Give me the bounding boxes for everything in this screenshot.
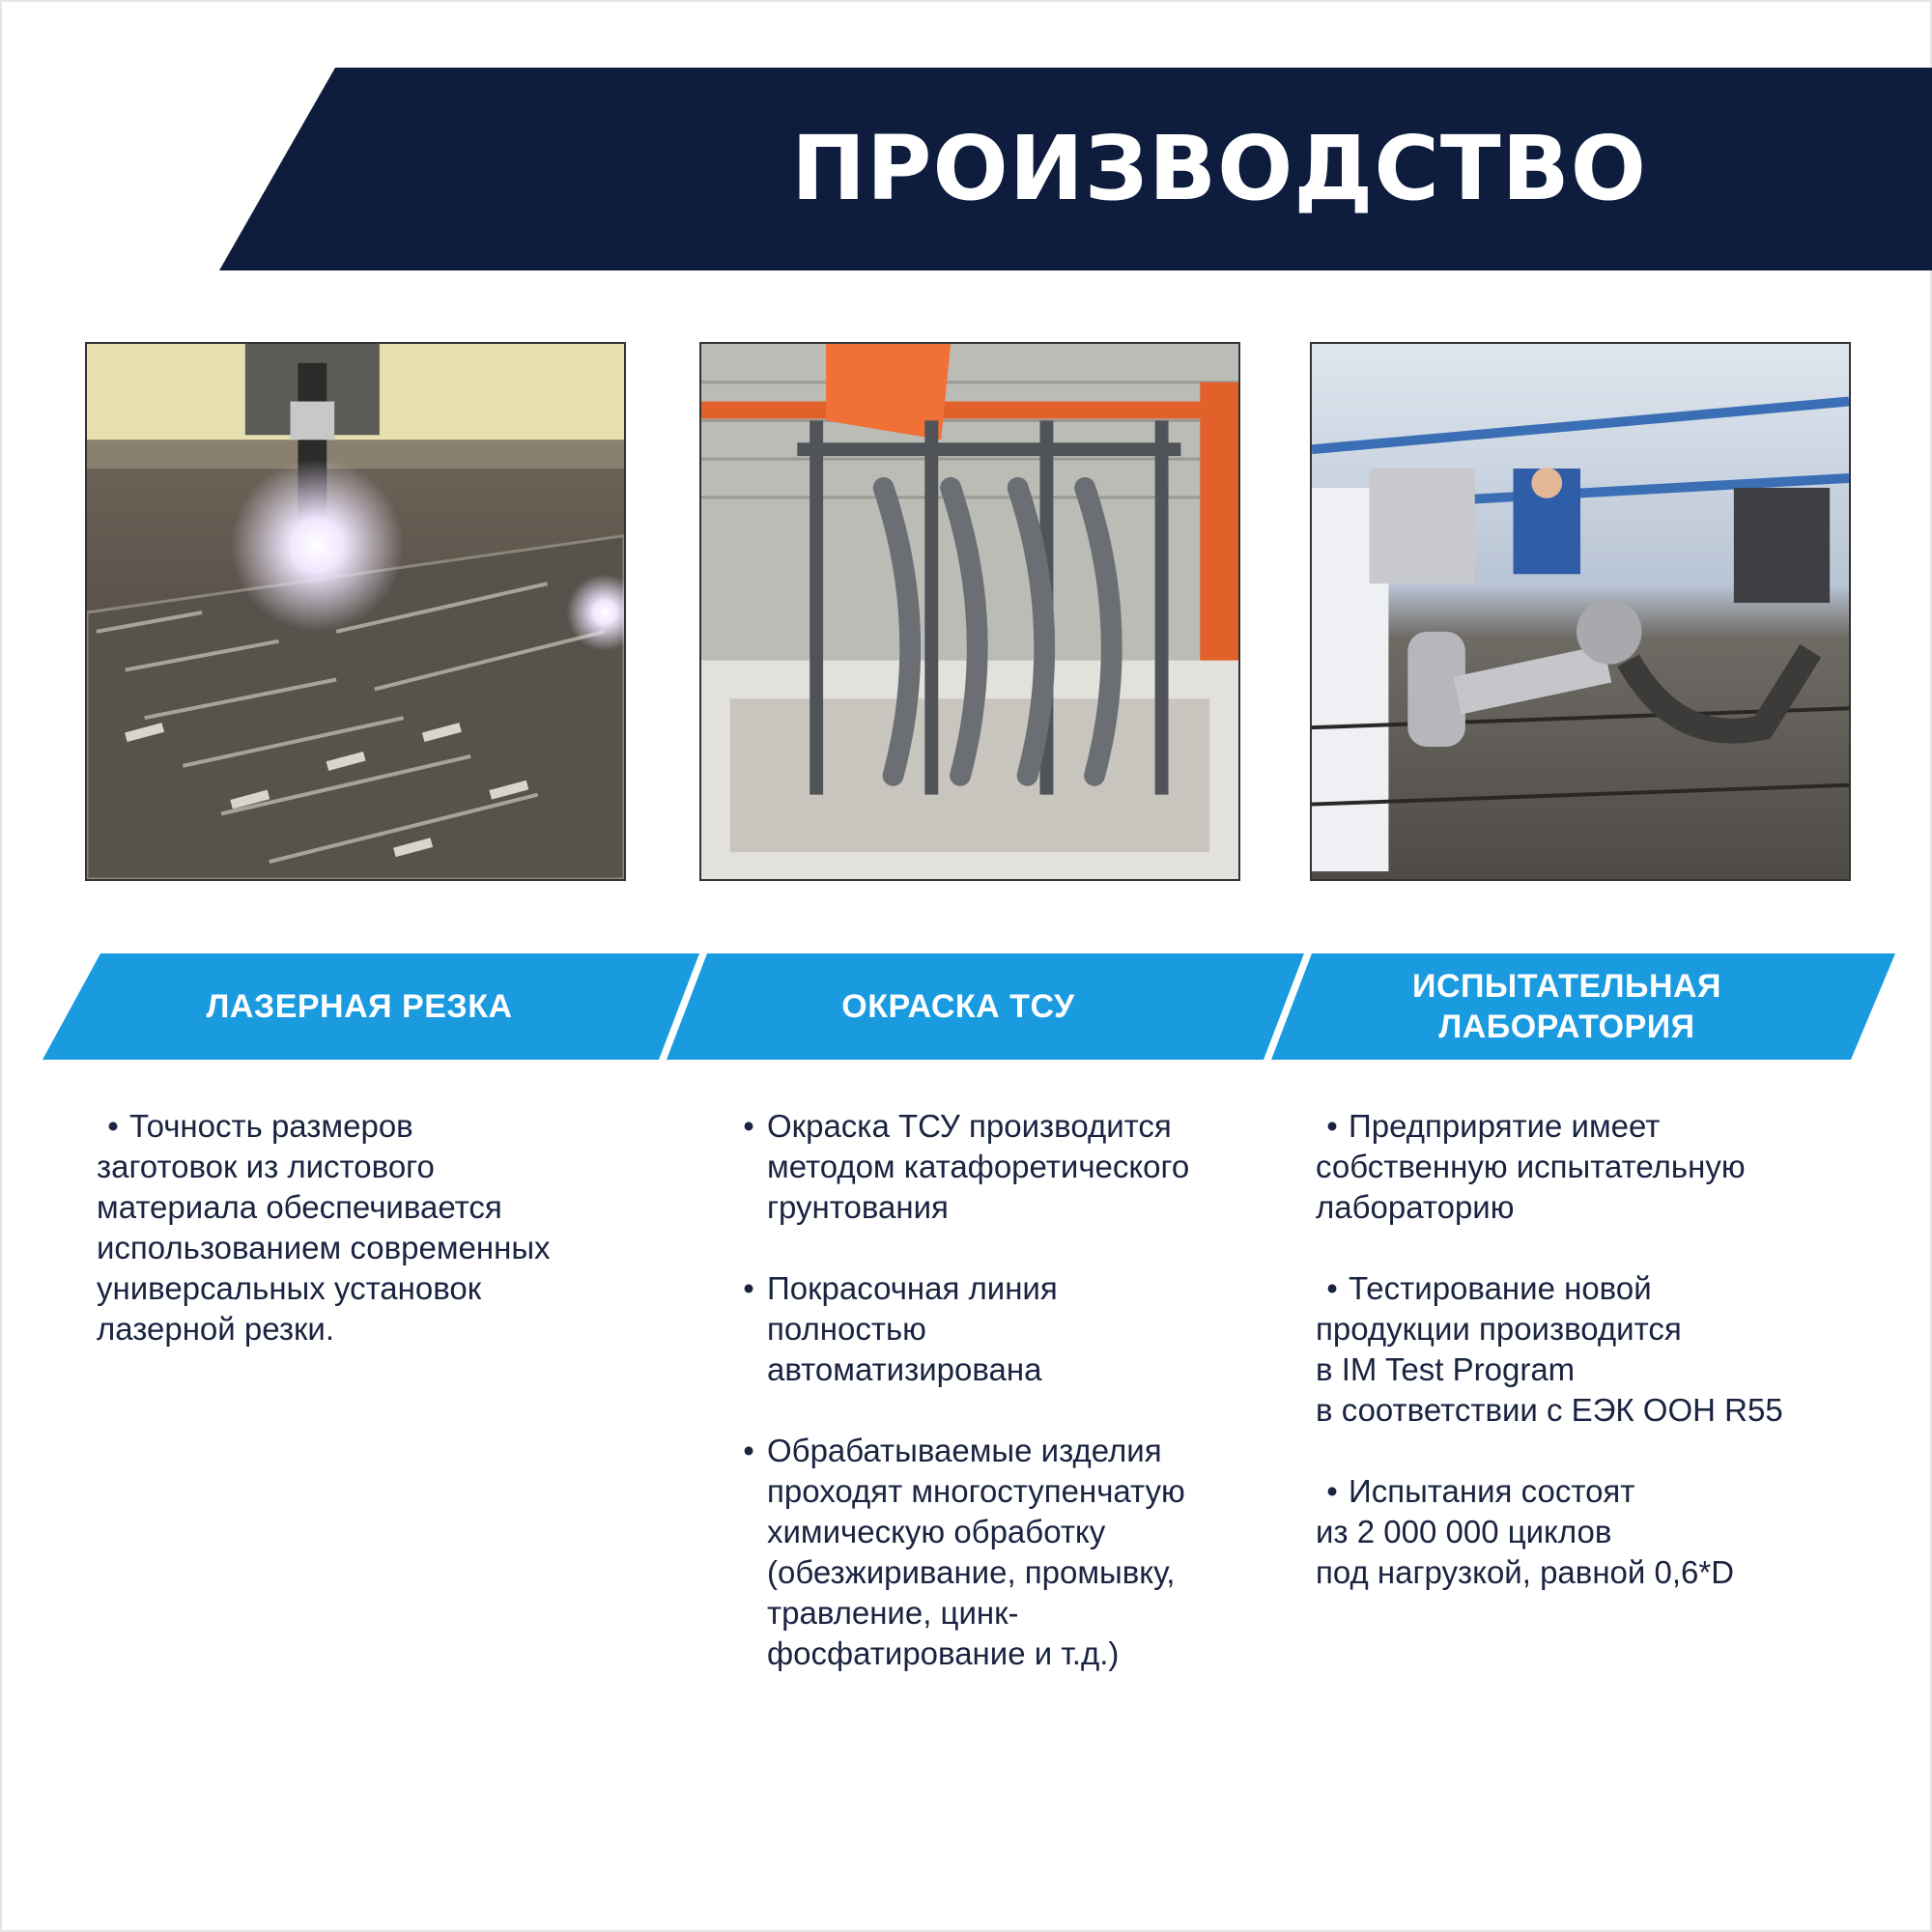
paragraph-line bbox=[97, 1106, 638, 1147]
section-label-test-lab bbox=[1277, 953, 1857, 1060]
paragraph-line: лазерной резки. bbox=[97, 1311, 335, 1347]
section-label-painting bbox=[668, 953, 1248, 1060]
paragraph-line: автоматизирована bbox=[767, 1351, 1042, 1387]
section-label-line: ЛАЗЕРНАЯ РЕЗКА bbox=[206, 988, 513, 1025]
bullet-paragraph bbox=[730, 1106, 1271, 1228]
bullet-icon: • bbox=[1326, 1473, 1338, 1509]
bullet-icon: • bbox=[743, 1270, 754, 1306]
paragraph-line-text: Предприрятие имеет bbox=[1349, 1108, 1661, 1144]
paragraph-line-text: Испытания состоят bbox=[1349, 1473, 1635, 1509]
paragraph-line: травление, цинк- bbox=[767, 1595, 1019, 1631]
paragraph-line: собственную испытательную bbox=[1316, 1149, 1746, 1184]
painting-line-photo bbox=[699, 342, 1240, 881]
bullet-icon: • bbox=[743, 1108, 754, 1144]
paragraph-line: химическую обработку bbox=[767, 1514, 1106, 1549]
bullet-paragraph bbox=[1316, 1106, 1895, 1228]
laser-cutting-text bbox=[97, 1106, 638, 1390]
section-label-line: ЛАБОРАТОРИЯ bbox=[1438, 1009, 1695, 1045]
bullet-paragraph bbox=[1316, 1268, 1895, 1431]
bullet-paragraph bbox=[97, 1106, 638, 1350]
page-title: ПРОИЗВОДСТВО bbox=[791, 117, 1647, 220]
paragraph-line: продукции производится bbox=[1316, 1311, 1682, 1347]
paragraph-line-text: Точность размеров bbox=[129, 1108, 413, 1144]
paragraph-line: методом катафоретического bbox=[767, 1149, 1190, 1184]
section-label-line: ОКРАСКА ТСУ bbox=[841, 988, 1075, 1025]
paragraph-line bbox=[1316, 1268, 1895, 1309]
paragraph-line: заготовок из листового bbox=[97, 1149, 435, 1184]
laser-cutting-photo bbox=[85, 342, 626, 881]
paragraph-line: Покрасочная линия bbox=[767, 1270, 1058, 1306]
paragraph-line: (обезжиривание, промывку, bbox=[767, 1554, 1176, 1590]
paragraph-line: использованием современных bbox=[97, 1230, 551, 1265]
paragraph-line: под нагрузкой, равной 0,6*D bbox=[1316, 1554, 1735, 1590]
bullet-paragraph bbox=[1316, 1471, 1895, 1593]
paragraph-line: в соответствии с ЕЭК ООН R55 bbox=[1316, 1392, 1783, 1428]
bullet-paragraph bbox=[730, 1268, 1271, 1390]
test-lab-photo bbox=[1310, 342, 1851, 881]
paragraph-line: Обрабатываемые изделия bbox=[767, 1433, 1162, 1468]
bullet-icon: • bbox=[743, 1433, 754, 1468]
paragraph-line: универсальных установок bbox=[97, 1270, 482, 1306]
bullet-icon: • bbox=[107, 1108, 119, 1144]
paragraph-line bbox=[1316, 1471, 1895, 1512]
bullet-paragraph bbox=[730, 1431, 1271, 1674]
test-lab-text bbox=[1316, 1106, 1895, 1634]
paragraph-line: грунтования bbox=[767, 1189, 949, 1225]
section-label-laser-cutting bbox=[70, 953, 649, 1060]
paragraph-line-text: Тестирование новой bbox=[1349, 1270, 1652, 1306]
bullet-icon: • bbox=[1326, 1270, 1338, 1306]
bullet-icon: • bbox=[1326, 1108, 1338, 1144]
paragraph-line: проходят многоступенчатую bbox=[767, 1473, 1185, 1509]
paragraph-line: из 2 000 000 циклов bbox=[1316, 1514, 1612, 1549]
painting-text bbox=[730, 1106, 1271, 1715]
paragraph-line: материала обеспечивается bbox=[97, 1189, 502, 1225]
paragraph-line bbox=[1316, 1106, 1895, 1147]
paragraph-line: полностью bbox=[767, 1311, 926, 1347]
paragraph-line: в IM Test Program bbox=[1316, 1351, 1576, 1387]
section-label-line: ИСПЫТАТЕЛЬНАЯ bbox=[1412, 968, 1721, 1005]
paragraph-line: лабораторию bbox=[1316, 1189, 1515, 1225]
paragraph-line: Окраска ТСУ производится bbox=[767, 1108, 1172, 1144]
paragraph-line: фосфатирование и т.д.) bbox=[767, 1635, 1120, 1671]
